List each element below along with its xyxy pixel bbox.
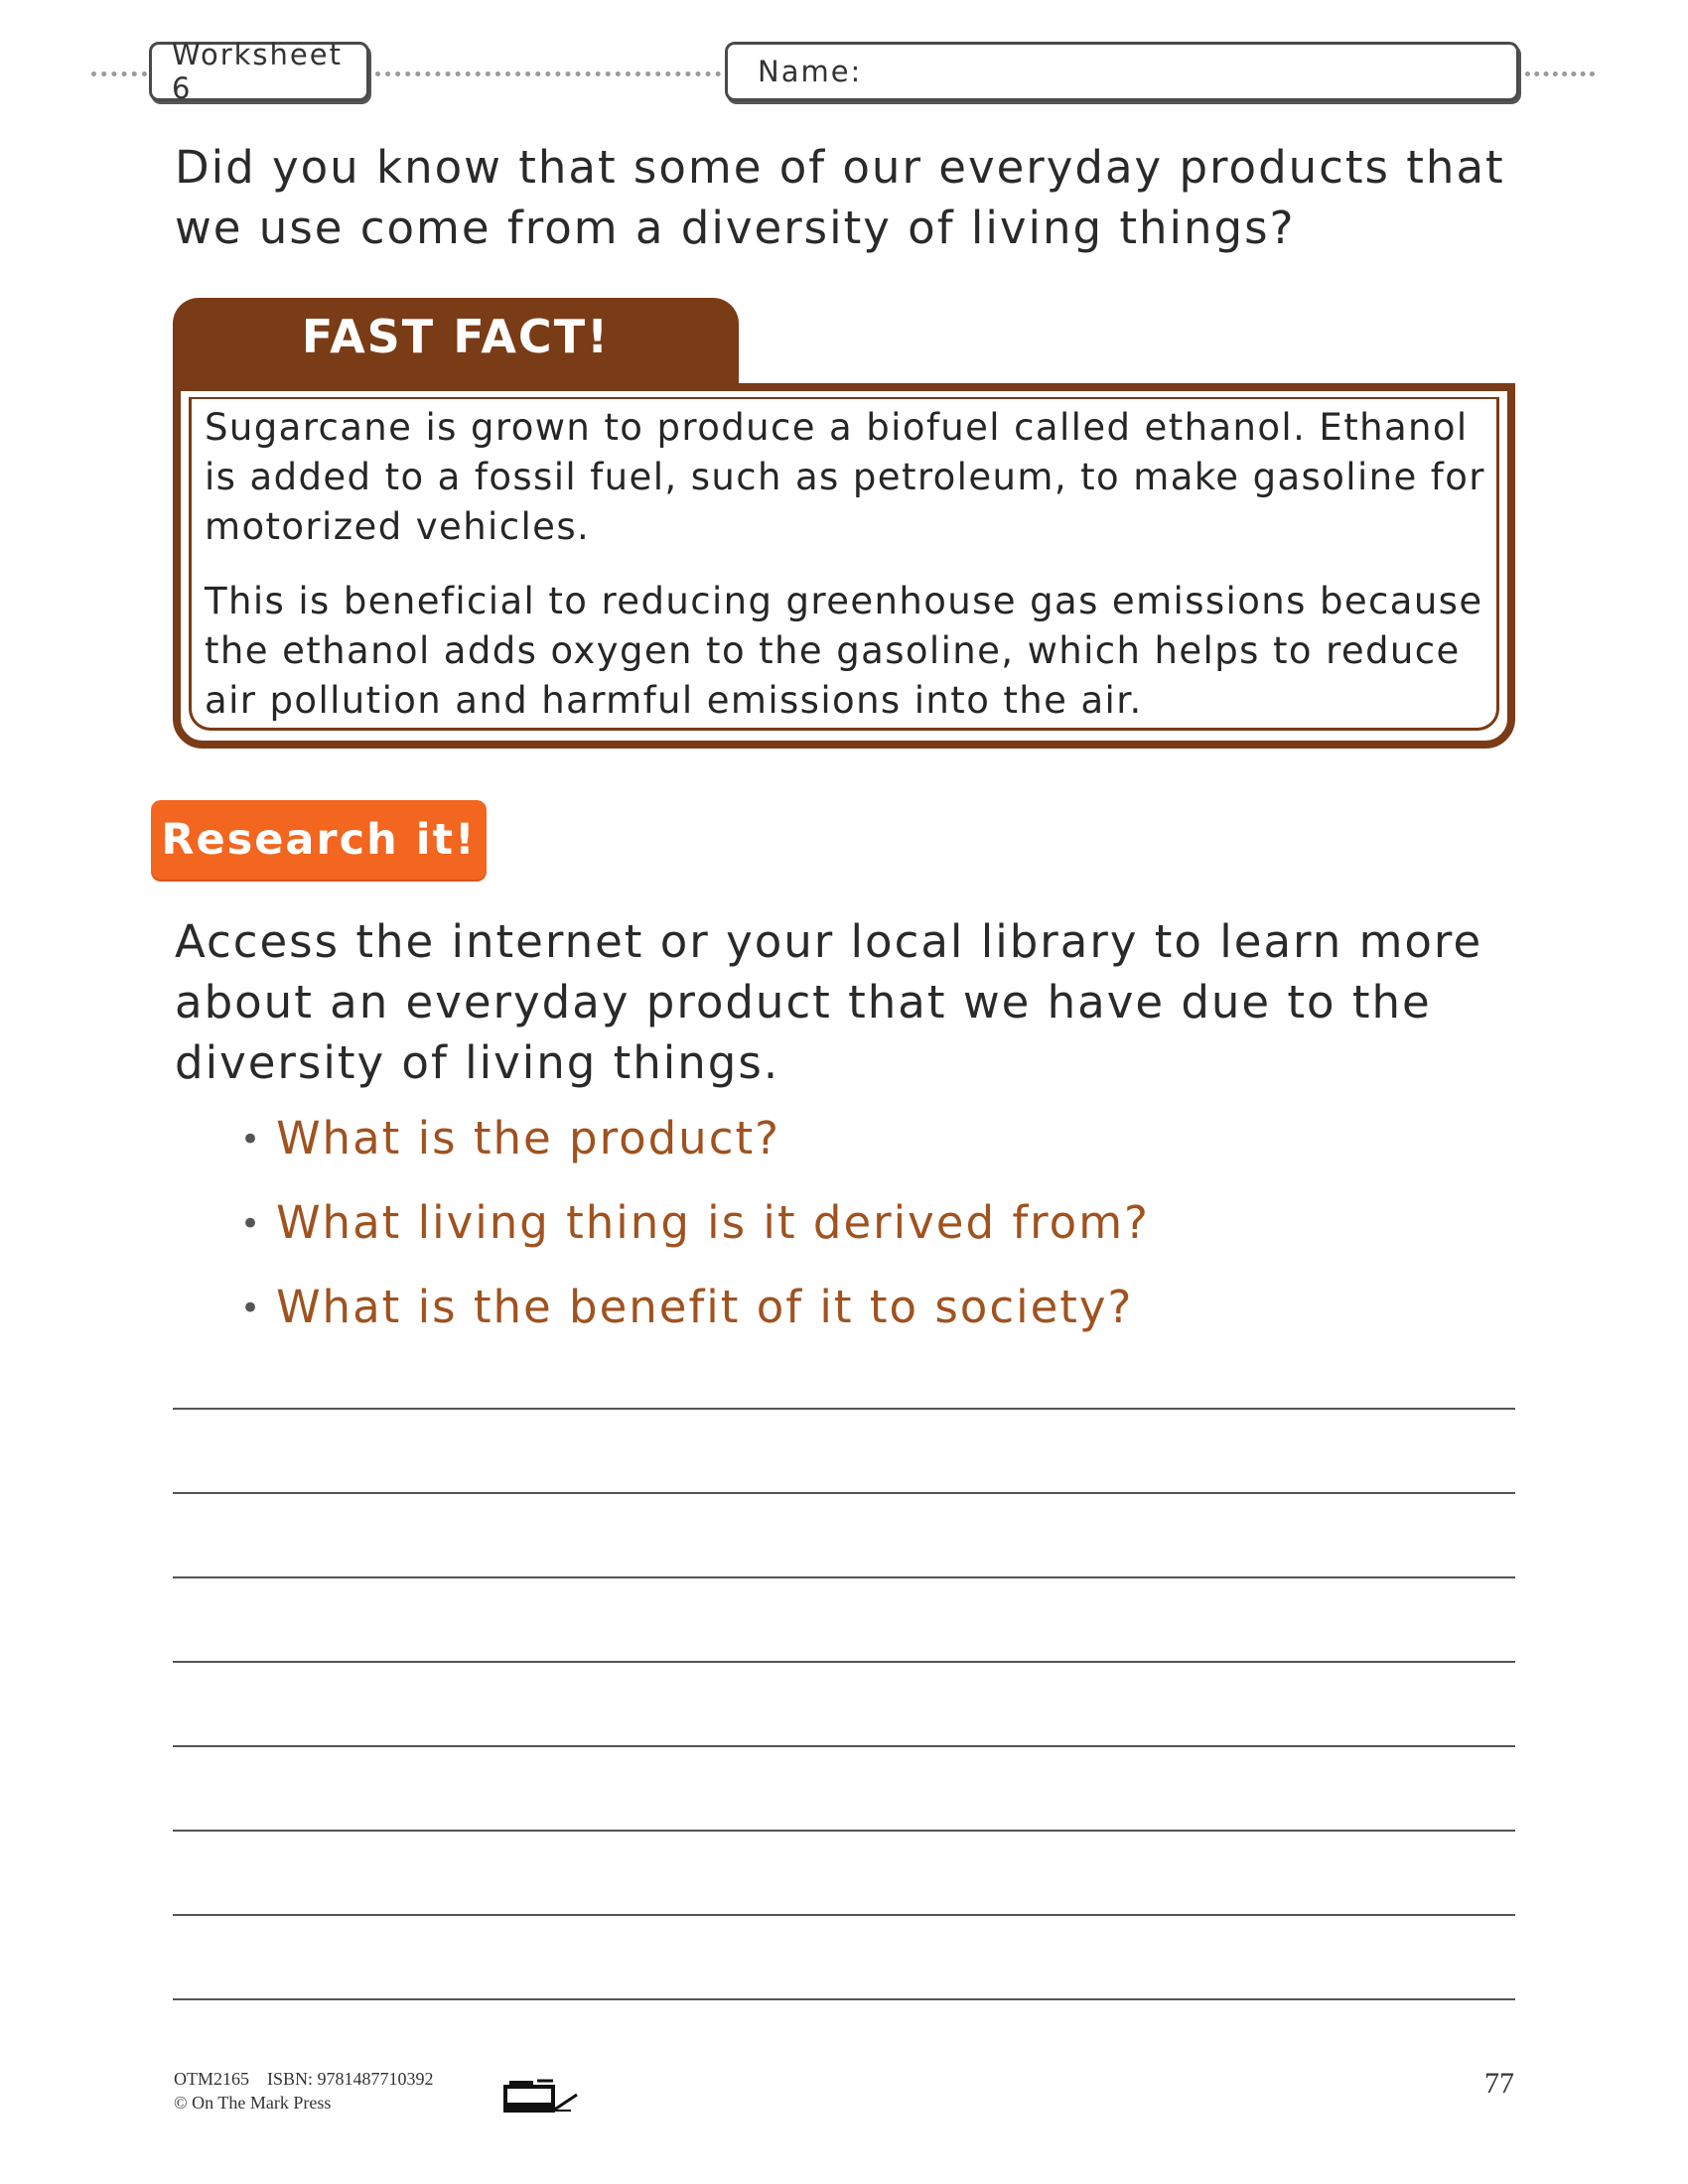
answer-lines[interactable]: [173, 1408, 1515, 2000]
name-label: Name:: [758, 55, 863, 88]
footer-copyright: © On The Mark Press: [174, 2093, 332, 2113]
fast-fact-title: FAST FACT!: [301, 310, 611, 363]
header-dots-right: [1525, 71, 1595, 76]
fast-fact-paragraph: This is beneficial to reducing greenhouse gas emissions because the ethanol adds oxygen to the gasoline, which helps to reduce air pollution and harmful emissions into the air.: [205, 580, 1483, 722]
research-it-badge: [151, 800, 487, 880]
answer-line[interactable]: [173, 1663, 1515, 1747]
intro-text: Did you know that some of our everyday products that we use come from a diversity of living things?: [175, 141, 1505, 254]
fast-fact-box: [173, 383, 1515, 749]
worksheet-label-text: Worksheet 6: [172, 38, 343, 105]
bullet-icon: •: [240, 1289, 263, 1328]
answer-line[interactable]: [173, 1578, 1515, 1663]
publisher-logo-icon: [501, 2075, 579, 2118]
worksheet-label: [149, 38, 369, 105]
answer-line[interactable]: [173, 1494, 1515, 1578]
answer-line[interactable]: [173, 1832, 1515, 1916]
question-list: [240, 1112, 1432, 1365]
list-item: [240, 1281, 1432, 1365]
research-it-label: Research it!: [161, 815, 477, 865]
list-item: [240, 1112, 1432, 1196]
fast-fact-tab: [173, 298, 739, 387]
answer-line[interactable]: [173, 1747, 1515, 1832]
question-text: What living thing is it derived from?: [276, 1196, 1150, 1249]
research-instructions: Access the internet or your local library to learn more about an everyday product that we have due to the diversity of living things.: [175, 915, 1483, 1089]
question-text: What is the product?: [276, 1112, 780, 1164]
bullet-icon: •: [240, 1120, 263, 1160]
answer-line[interactable]: [173, 1410, 1515, 1494]
page-number: 77: [1484, 2067, 1514, 2100]
list-item: [240, 1196, 1432, 1281]
header-dots-left: [91, 71, 147, 76]
footer-info: [174, 2067, 434, 2115]
question-text: What is the benefit of it to society?: [276, 1281, 1134, 1333]
header-dots-middle: [375, 71, 721, 76]
bullet-icon: •: [240, 1204, 263, 1244]
footer-code-isbn: OTM2165 ISBN: 9781487710392: [174, 2069, 434, 2089]
fast-fact-paragraph: Sugarcane is grown to produce a biofuel called ethanol. Ethanol is added to a fossil fuel, such as petroleum, to make gasoline for motorized vehicles.: [205, 406, 1485, 548]
name-field[interactable]: [725, 42, 1519, 101]
answer-line[interactable]: [173, 1916, 1515, 2000]
